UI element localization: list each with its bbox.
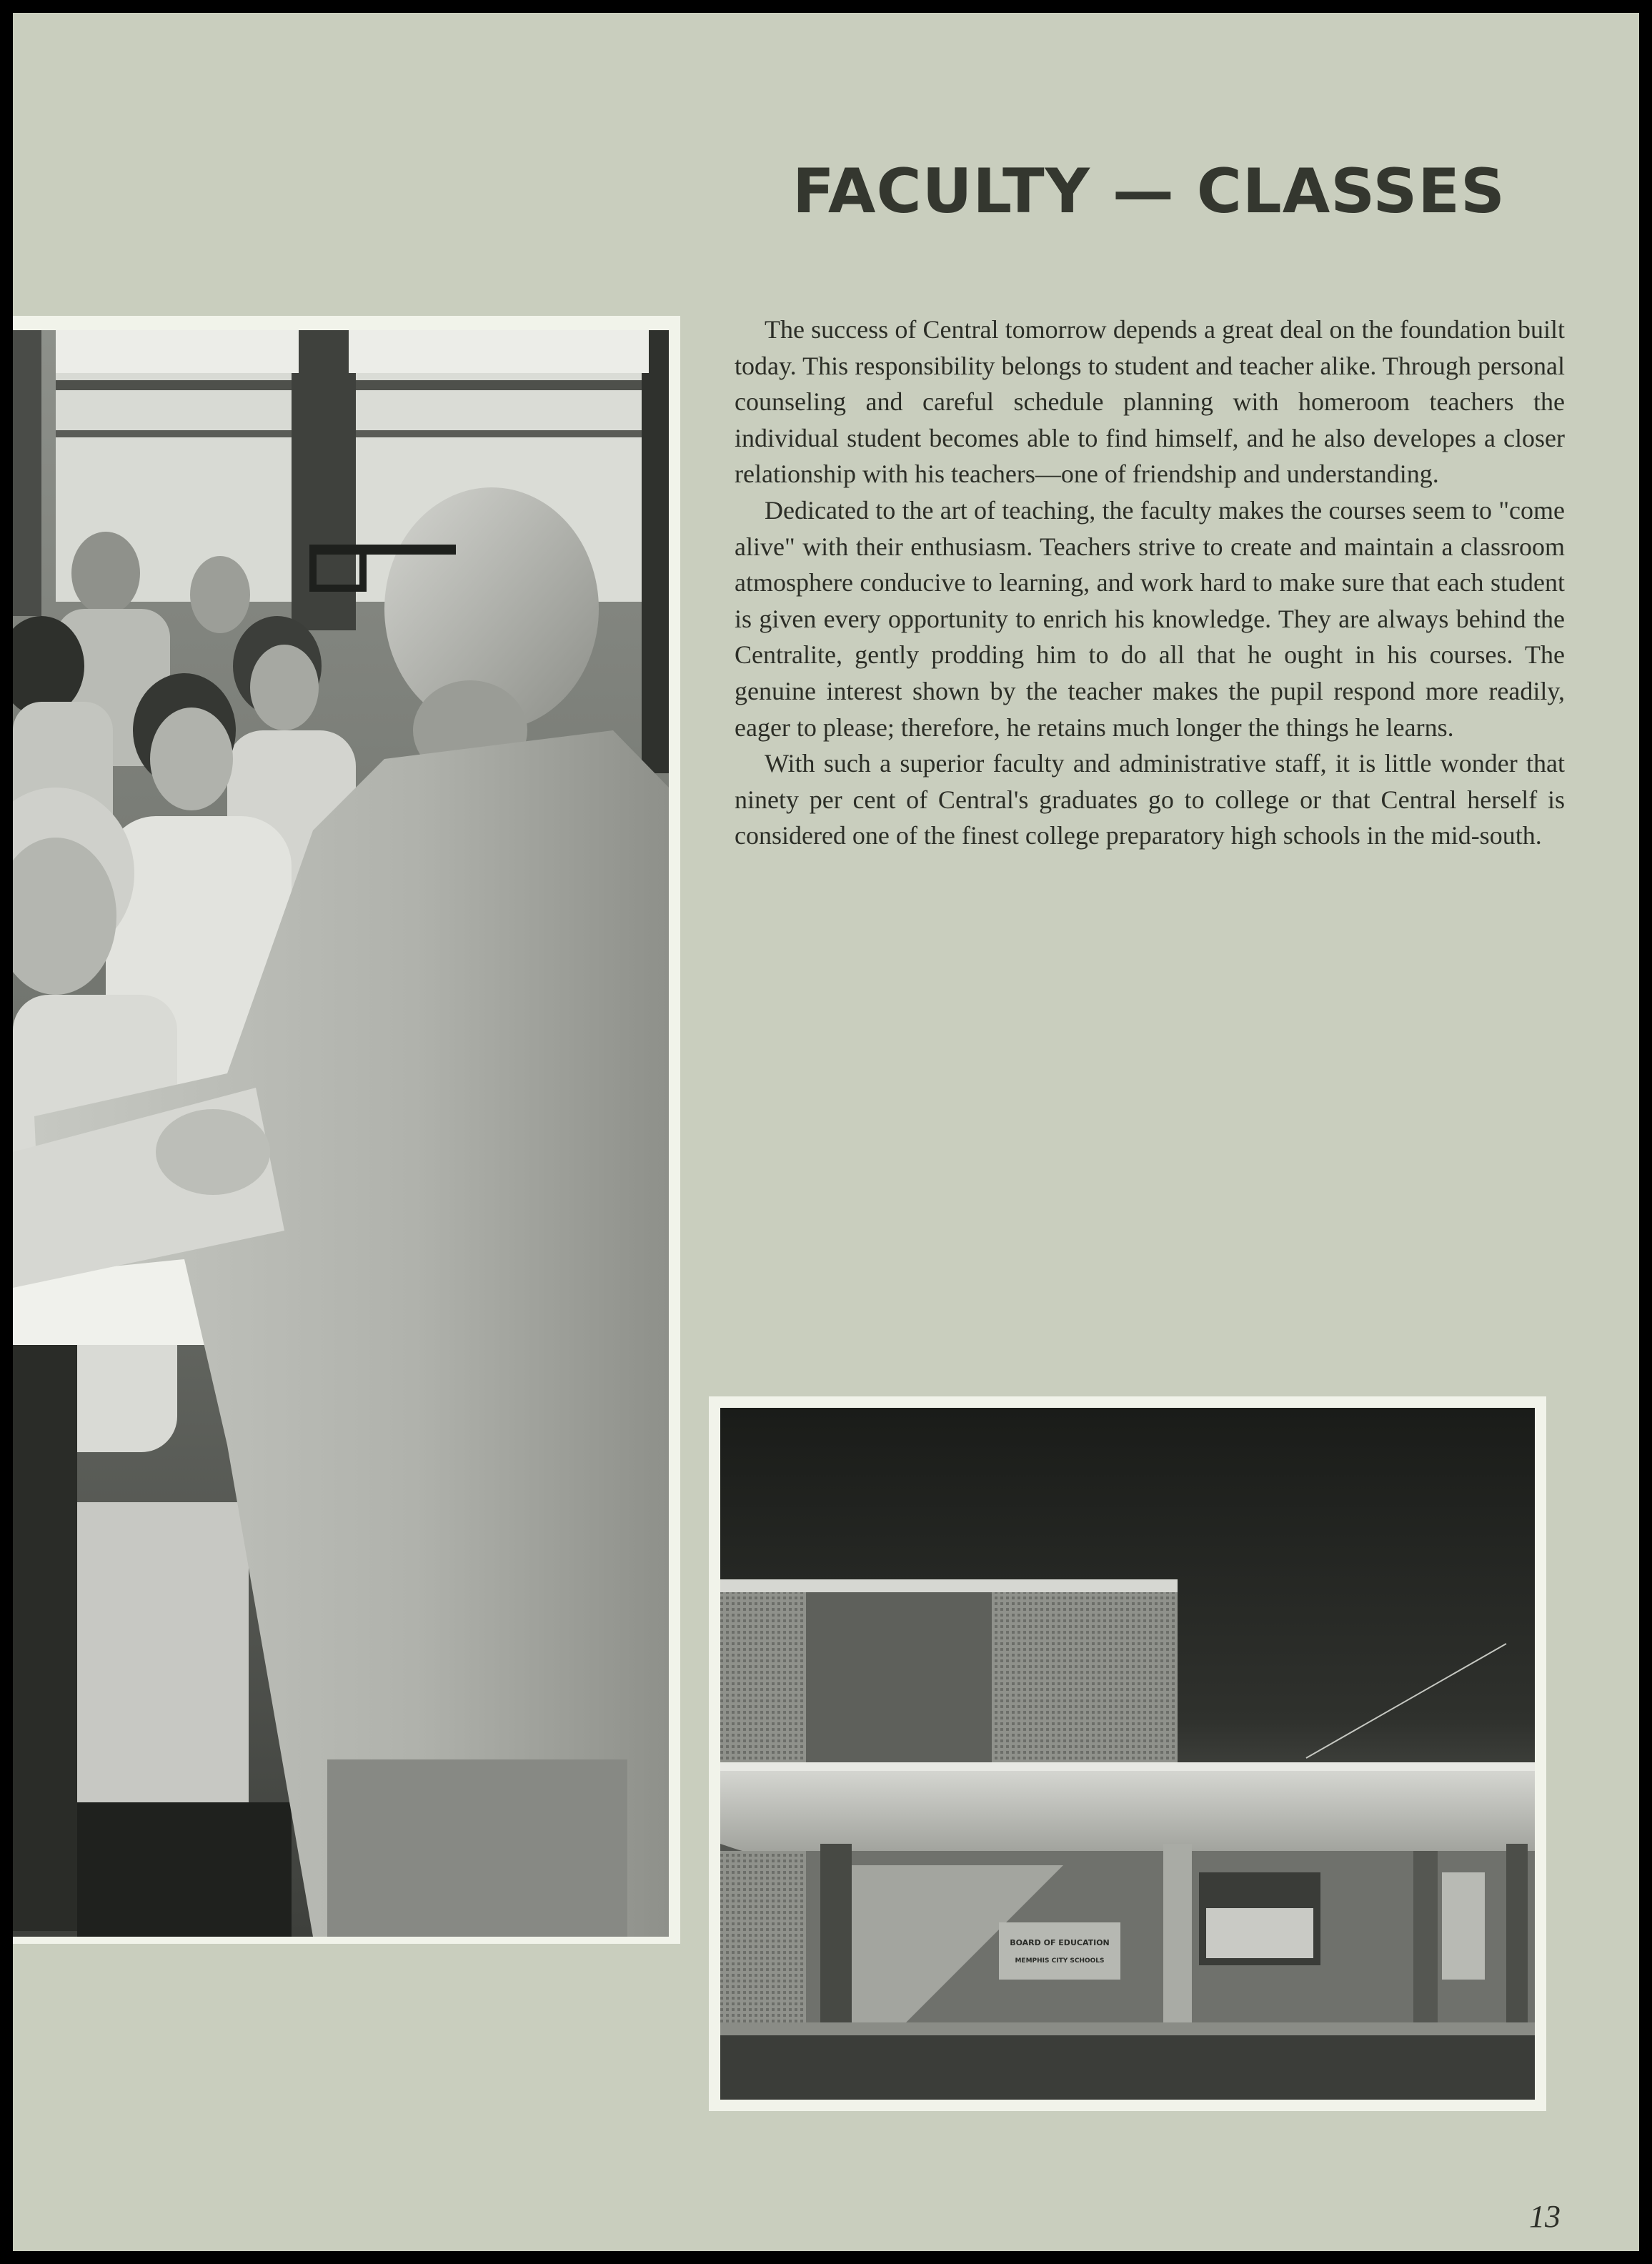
paragraph-2: Dedicated to the art of teaching, the faculty makes the courses seem to "come alive" with their enthusiasm. Teachers strive to create and maintain a classroom atmosphere conducive to learning, and work hard to make sure that each student is given every opportunity to enrich his knowledge. They are always behind the Centralite, gently prodding him to do all that he ought in his courses. The genuine interest shown by the teacher makes the pupil respond more readily, eager to please; therefore, he retains much longer the things he learns. (735, 495, 1565, 742)
classroom-photo (13, 330, 669, 1937)
paragraph-1: The success of Central tomorrow depends a great deal on the foundation built today. This responsibility belongs to student and teacher alike. Through personal counseling and careful schedule planning with homeroom teachers the individual student becomes able to find himself, and he also developes a closer relationship with his teachers—one of friendship and understanding. (735, 315, 1565, 489)
page-number: 13 (1529, 2199, 1561, 2234)
paragraph-3: With such a superior faculty and administrative staff, it is little wonder that ninety per cent of Central's graduates go to college or that Central herself is considered one of the finest college preparatory high schools in the mid-south. (735, 749, 1565, 850)
building-photo-icon (720, 1408, 1535, 2100)
page-title: FACULTY — CLASSES (792, 156, 1506, 227)
building-photo (720, 1408, 1535, 2100)
yearbook-page (13, 13, 1639, 2251)
sign-line-2: MEMPHIS CITY SCHOOLS (1015, 1957, 1105, 1965)
sign-line-1: BOARD OF EDUCATION (1010, 1938, 1110, 1947)
article-text (735, 312, 1565, 854)
classroom-photo-icon (13, 330, 669, 1937)
